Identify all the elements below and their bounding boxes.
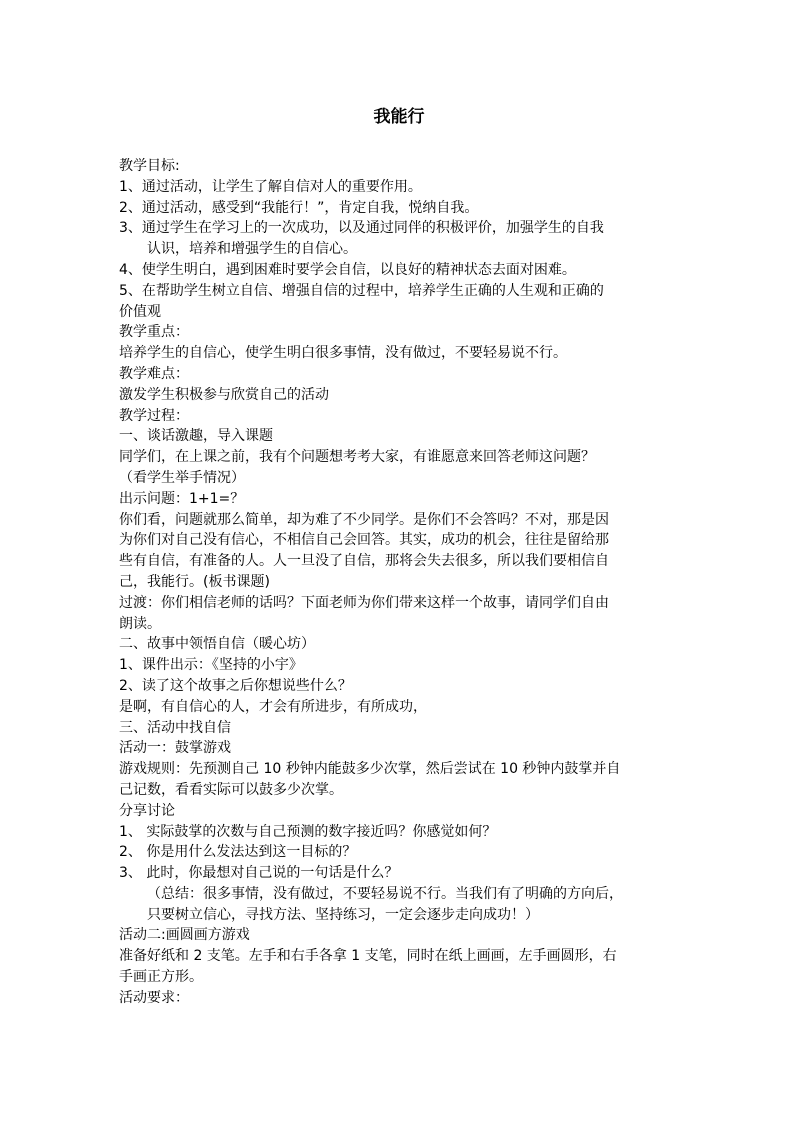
paragraph-line: 手画正方形。 <box>119 969 203 986</box>
summary-line-1: （总结：很多事情，没有做过，不要轻易说不行。当我们有了明确的方向后， <box>147 885 623 902</box>
paragraph-line: 己记数，看看实际可以鼓多少次掌。 <box>119 781 343 798</box>
paragraph-line: 出示问题：1+1=？ <box>119 490 245 507</box>
paragraph-line: 准备好纸和 2 支笔。左手和右手各拿 1 支笔，同时在纸上画画，左手画圆形，右 <box>119 948 617 965</box>
section-heading-key-points: 教学重点： <box>119 324 189 341</box>
summary-line-2: 只要树立信心，寻找方法、坚持练习，一定会逐步走向成功！） <box>147 906 539 923</box>
discussion-item-1: 1、 实际鼓掌的次数与自己预测的数字接近吗？你感觉如何？ <box>119 823 497 840</box>
activity-2-heading: 活动二:画圆画方游戏 <box>119 927 250 944</box>
objective-1: 1、通过活动，让学生了解自信对人的重要作用。 <box>119 178 422 195</box>
objective-3-line-1: 3、通过学生在学习上的一次成功，以及通过同伴的积极评价，加强学生的自我 <box>119 220 604 237</box>
objective-4: 4、使学生明白，遇到困难时要学会自信，以良好的精神状态去面对困难。 <box>119 261 576 278</box>
paragraph-line: 游戏规则：先预测自己 10 秒钟内能鼓多少次掌，然后尝试在 10 秒钟内鼓掌并自 <box>119 761 621 778</box>
section-heading-objectives: 教学目标: <box>119 158 180 174</box>
part-3-heading: 三、活动中找自信 <box>119 719 231 736</box>
paragraph-line: 为你们对自己没有信心，不相信自己会回答。其实，成功的机会，往往是留给那 <box>119 532 609 549</box>
section-heading-difficulties: 教学难点： <box>119 365 189 382</box>
part-1-heading: 一、谈话激趣，导入课题 <box>119 428 273 445</box>
objective-3-line-2: 认识，培养和增强学生的自信心。 <box>147 241 357 258</box>
document-body <box>119 156 679 1009</box>
paragraph-line: （看学生举手情况） <box>119 469 245 486</box>
discussion-item-2: 2、 你是用什么发法达到这一目标的？ <box>119 844 357 861</box>
objective-5-line-1: 5、在帮助学生树立自信、增强自信的过程中，培养学生正确的人生观和正确的 <box>119 282 604 299</box>
key-points-text: 培养学生的自信心，使学生明白很多事情，没有做过，不要轻易说不行。 <box>119 345 567 362</box>
difficulties-text: 激发学生积极参与欣赏自己的活动 <box>119 386 329 403</box>
paragraph-line: 过渡：你们相信老师的话吗？下面老师为你们带来这样一个故事，请同学们自由 <box>119 594 609 611</box>
paragraph-line: 同学们，在上课之前，我有个问题想考考大家，有谁愿意来回答老师这问题？ <box>119 449 595 466</box>
paragraph-line: 些有自信，有准备的人。人一旦没了自信，那将会失去很多，所以我们要相信自 <box>119 553 609 570</box>
part-2-heading: 二、故事中领悟自信（暖心坊） <box>119 636 315 653</box>
activity-1-heading: 活动一：鼓掌游戏 <box>119 740 231 757</box>
paragraph-line: 1、课件出示：《坚持的小宇》 <box>119 657 303 674</box>
discussion-item-3: 3、 此时，你最想对自己说的一句话是什么？ <box>119 865 399 882</box>
paragraph-line: 你们看，问题就那么简单，却为难了不少同学。是你们不会答吗？不对，那是因 <box>119 511 609 528</box>
paragraph-line: 2、读了这个故事之后你想说些什么？ <box>119 677 352 694</box>
paragraph-line: 己，我能行。(板书课题) <box>119 573 270 590</box>
paragraph-line: 是啊，有自信心的人，才会有所进步，有所成功， <box>119 698 427 715</box>
discussion-heading: 分享讨论 <box>119 802 175 819</box>
section-heading-process: 教学过程： <box>119 407 189 424</box>
objective-5-line-2: 价值观 <box>119 303 161 320</box>
objective-2: 2、通过活动，感受到“我能行！”，肯定自我，悦纳自我。 <box>119 199 479 216</box>
document-title: 我能行 <box>373 107 425 127</box>
paragraph-line: 朗读。 <box>119 615 161 632</box>
activity-requirements-heading: 活动要求： <box>119 989 189 1006</box>
